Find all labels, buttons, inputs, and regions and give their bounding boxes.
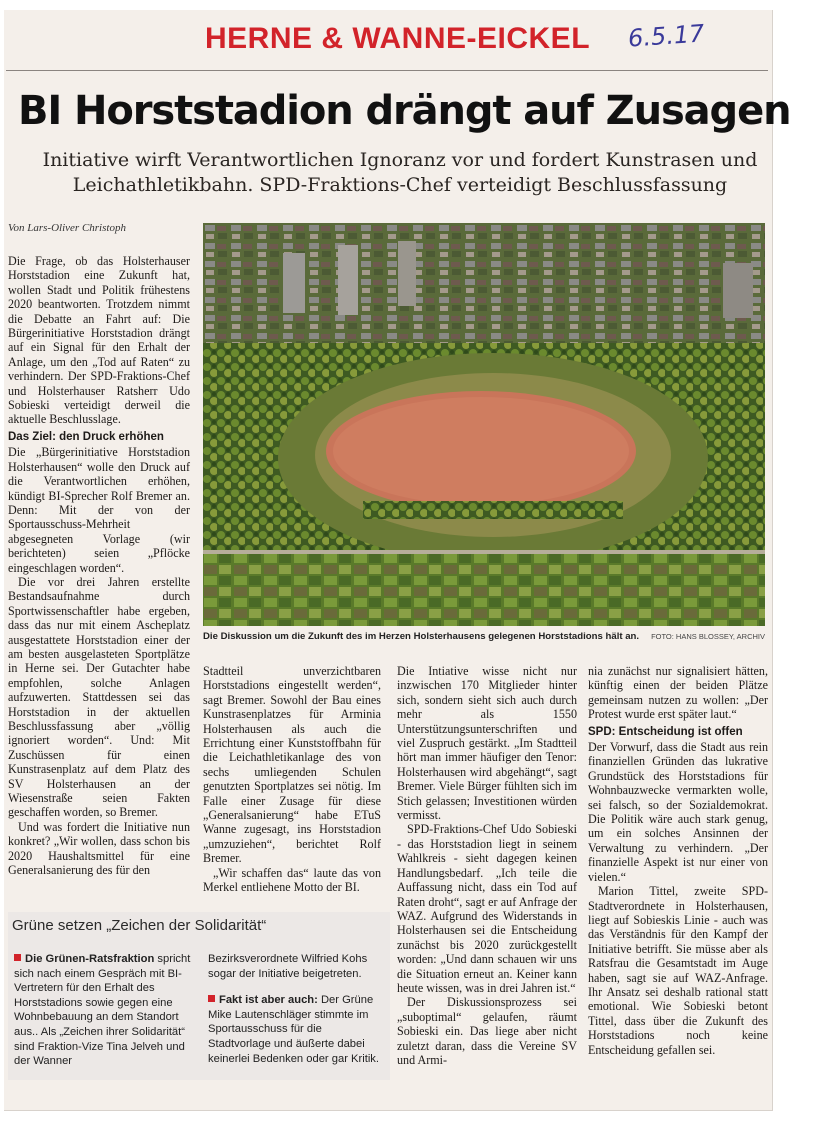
- subheadline: [40, 148, 760, 198]
- infobox-lead: Fakt ist aber auch:: [219, 994, 318, 1007]
- paragraph: nia zunächst nur signalisiert hätten, künftig einen der beiden Plätze gemeinsam nutzen zu wollen: „Der Protest wurde erst später laut.“: [588, 664, 768, 722]
- stadium-aerial-photo: [203, 223, 765, 626]
- paragraph: Die Frage, ob das Holsterhauser Horststadion eine Zukunft hat, wollen Stadt und Politik frühestens 2020 beantworten. Trotzdem nimmt die Debatte an Fahrt auf: Die Bürgerinitiative Horststadion drängt auf ein Signal für den Erhalt der Anlage, um den „Tod auf Raten“ zu verhindern. Der SPD-Fraktions-Chef und Holsterhauser Ratsherr Udo Sobieski verteidigt derweil die aktuelle Beschlusslage.: [8, 254, 190, 427]
- infobox-column-2: [208, 952, 386, 1066]
- paragraph: SPD-Fraktions-Chef Udo Sobieski - das Horststadion liegt in seinem Wahlkreis - sieht dagegen keinen Handlungsbedarf. „Ich teile die Auffassung nicht, dass ein Tod auf Raten droht“, sagt er auf Anfrage der WAZ. Aufgrund des Widerstands in Holsterhausen sei die Entscheidung zunächst bis 2020 zurückgestellt worden: „Und dann schauen wir uns die Situation erneut an. Keiner kann heute wissen, was in drei Jahren ist.“: [397, 822, 577, 995]
- infobox-text: spricht sich nach einem Gespräch mit BI-Vertretern für den Erhalt des Horststadions sowie gegen eine Wohnbebauung an dem Standort aus.. Als „Zeichen ihrer Solidarität“ sind Fraktion-Vize Tina Jelveh und der Wanner: [14, 953, 191, 1068]
- infobox-title: Grüne setzen „Zeichen der Solidarität“: [12, 917, 267, 934]
- subhead-line-2: Leichathletikbahn. SPD-Fraktions-Chef verteidigt Beschlussfassung: [72, 174, 728, 196]
- infobox-lead: Die Grünen-Ratsfraktion: [25, 953, 155, 965]
- article-column-3: [397, 664, 577, 1067]
- section-masthead: HERNE & WANNE-EICKEL: [205, 22, 591, 55]
- photo-caption: [203, 631, 765, 642]
- article-column-4: [588, 664, 768, 1057]
- paragraph: Der Vorwurf, dass die Stadt aus rein finanziellen Gründen das lukrative Grundstück des Horststadions für Wohnbauzwecke vermarkten wolle, sei falsch, so der Sozialdemokrat. Die Politik wäre auch stark genug, um ein solches Ansinnen der Verwaltung zu verhindern. „Der finanzielle Aspekt ist nur einer von vielen.“: [588, 740, 768, 884]
- handwritten-date: 6.5.17: [627, 19, 706, 53]
- infobox-text: Bezirksverordnete Wilfried Kohs sogar der Initiative beigetreten.: [208, 953, 368, 980]
- paragraph: Marion Tittel, zweite SPD-Stadtverordnete in Holsterhausen, liegt auf Sobieskis Linie - auch was das Verständnis für den Kampf der Initiative betrifft. Sie müsse aber als Ratsfrau die Gesamtstadt im Auge haben, sagt sie auf WAZ-Anfrage. Ihr Ansatz sei deshalb rational statt emotional. Wie Sobieski betont Tittel, dass über die Zukunft des Horststadions noch keine Entscheidung gefallen sei.: [588, 884, 768, 1057]
- red-square-bullet: [208, 995, 215, 1002]
- paragraph: Die Intiative wisse nicht nur inzwischen 170 Mitglieder hinter sich, sondern sieht sich auch durch mehr als 1550 Unterstützungsunterschriften und viel Zuspruch gestärkt. „Im Stadtteil hört man immer häufiger den Tenor: Holsterhausen wird abgehängt“, sagt Bremer. Viele Bürger fühlten sich im Stich gelassen; Investitionen würden vermisst.: [397, 664, 577, 823]
- article-column-1: [8, 254, 190, 877]
- paragraph: Und was fordert die Initiative nun konkret? „Wir wollen, dass schon bis 2020 Haushaltsmittel für eine Generalsanierung des für den: [8, 819, 190, 878]
- infobox-text: Der Grüne Mike Lautenschläger stimmte im Sportausschuss für die Stadtvorlage und äußerte dabei keinerlei Bedenken oder gar Kritik.: [208, 994, 380, 1065]
- paragraph: „Wir schaffen das“ laute das von Merkel entliehene Motto der BI.: [203, 865, 381, 895]
- article-column-2: [203, 664, 381, 895]
- byline: Von Lars-Oliver Christoph: [8, 222, 126, 234]
- subheading: Das Ziel: den Druck erhöhen: [8, 430, 164, 443]
- red-square-bullet: [14, 954, 21, 961]
- photo-credit: FOTO: HANS BLOSSEY, ARCHIV: [651, 632, 765, 641]
- paragraph: Der Diskussionsprozess sei „suboptimal“ gelaufen, räumt Sobieski ein. Das liege aber nicht zuletzt daran, dass die Vereine SV und Armi-: [397, 995, 577, 1067]
- masthead-rule: [6, 70, 768, 71]
- infobox-column-1: [14, 952, 196, 1069]
- paragraph: Stadtteil unverzichtbaren Horststadions eingestellt werden“, sagt Bremer. Sowohl der Bau eines Kunstrasenplatzes für Arminia Holsterhausen als auch die Errichtung einer Kunststoffbahn für die Leichathletikanlage des von sechs umliegenden Schulen genutzten Sportplatzes sei nötig. Im Falle einer Zusage für diese „Generalsanierung“ habe ETuS Wanne zugesagt, ins Horststadion „umzuziehen“, berichtet Rolf Bremer.: [203, 664, 381, 866]
- caption-text: Die Diskussion um die Zukunft des im Herzen Holsterhausens gelegenen Horststadions hält an.: [203, 631, 640, 642]
- paragraph: Die vor drei Jahren erstellte Bestandsaufnahme durch Sportwissenschaftler habe ergeben, dass das nur mit einem Ascheplatz ausgestattete Horststadion einer der am besten ausgelasteten Sportplätze in Herne sei. Der Gutachter habe empfohlen, solche Anlagen aufzuwerten. Stattdessen sei das Horststadion in der aktuellen Beschlussfassung aber „völlig ignoriert worden“. Und: Mit Zuschüssen für einen Kunstrasenplatz auf dem Platz des SV Holsterhausen an der Wiesenstraße seien Fakten geschaffen worden, so Bremer.: [8, 574, 190, 820]
- headline: BI Horststadion drängt auf Zusagen: [18, 88, 791, 134]
- subhead-line-1: Initiative wirft Verantwortlichen Ignoranz vor und fordert Kunstrasen und: [42, 149, 758, 171]
- paragraph: Die „Bürgerinitiative Horststadion Holsterhausen“ wolle den Druck auf die Verantwortlichen erhöhen, kündigt BI-Sprecher Rolf Bremer an. Denn: Mit der von der Sportausschuss-Mehrheit abgesegneten Vorlage (wir berichteten) seien „Pflöcke eingeschlagen worden“.: [8, 445, 190, 575]
- subheading: SPD: Entscheidung ist offen: [588, 725, 743, 738]
